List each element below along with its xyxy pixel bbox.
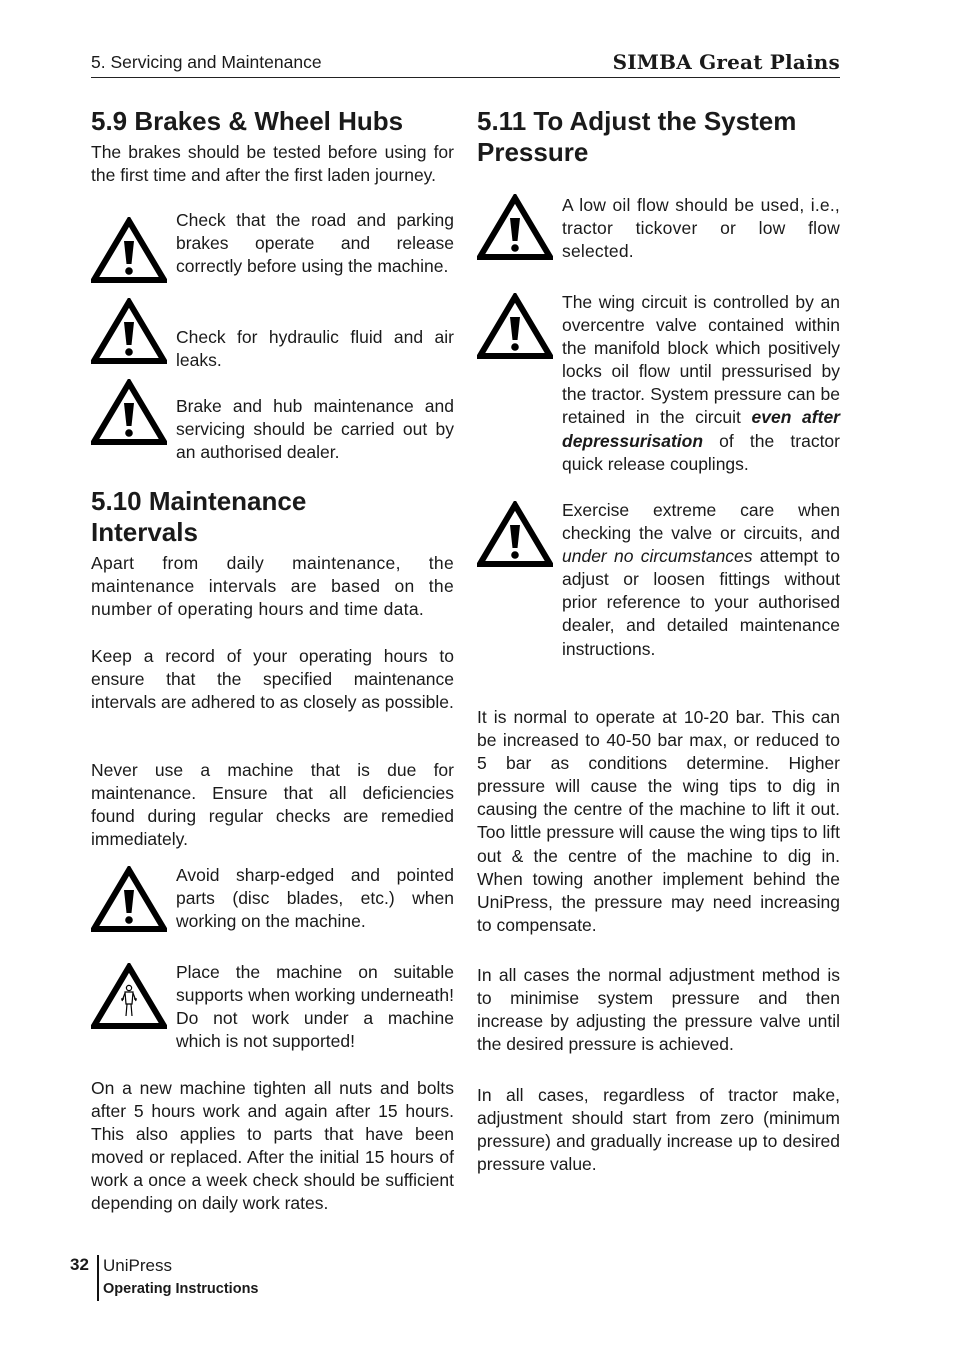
page-number: 32 bbox=[70, 1255, 89, 1274]
crush-hazard-icon bbox=[91, 963, 167, 1029]
warning-triangle-icon bbox=[91, 866, 167, 932]
footer-divider bbox=[97, 1255, 99, 1301]
section-5-10-para-2: Keep a record of your operating hours to ensure that the specified maintenance intervals are adhered to as closely as possible. bbox=[91, 646, 454, 713]
warning-text-part: The wing circuit is controlled by an overcentre valve contained within the manifold block which positively locks oil flow until pressurised by the tractor. System pressure can be retained in the circuit bbox=[562, 292, 840, 428]
warning-triangle-icon bbox=[477, 194, 553, 260]
warning-triangle-icon bbox=[91, 298, 167, 364]
warning-text bbox=[562, 499, 840, 661]
warning-text: Avoid sharp-edged and pointed parts (disc blades, etc.) when working on the machine. bbox=[176, 865, 454, 932]
warning-text-part: attempt to adjust or loosen fittings without prior reference to your authorised dealer, and detailed maintenance instructions. bbox=[562, 546, 840, 659]
warning-text: Check that the road and parking brakes operate and release correctly before using the machine. bbox=[176, 210, 454, 277]
section-5-11-para-3: In all cases, regardless of tractor make, adjustment should start from zero (minimum pressure) and gradually increase up to desired pressure value. bbox=[477, 1085, 840, 1175]
section-5-11-heading-line1: 5.11 To Adjust the System bbox=[477, 106, 797, 136]
warning-text: Place the machine on suitable supports when working underneath! Do not work under a machine which is not supported! bbox=[176, 962, 454, 1052]
section-5-11-para-2: In all cases the normal adjustment method is to minimise system pressure and then increase by adjusting the pressure valve until the desired pressure is achieved. bbox=[477, 965, 840, 1055]
header-rule bbox=[91, 77, 840, 78]
section-5-10-heading-line2: Intervals bbox=[91, 517, 198, 547]
warning-emphasis: under no circumstances bbox=[562, 546, 753, 567]
header-section-title: 5. Servicing and Maintenance bbox=[91, 52, 322, 72]
warning-text: Brake and hub maintenance and servicing should be carried out by an authorised dealer. bbox=[176, 396, 454, 463]
section-5-9-heading: 5.9 Brakes & Wheel Hubs bbox=[91, 106, 404, 136]
section-5-10-para-1: Apart from daily maintenance, the maintenance intervals are based on the number of operating hours and time data. bbox=[91, 553, 454, 620]
warning-text-part: Exercise extreme care when checking the valve or circuits, and bbox=[562, 500, 840, 544]
section-5-10-para-4: On a new machine tighten all nuts and bolts after 5 hours work and again after 15 hours. This also applies to parts that have been moved or replaced. After the initial 15 hours of work a once a week check should be sufficient depending on daily work rates. bbox=[91, 1078, 454, 1214]
warning-text: Check for hydraulic fluid and air leaks. bbox=[176, 327, 454, 371]
section-5-10-para-3: Never use a machine that is due for maintenance. Ensure that all deficiencies found during regular checks are remedied immediately. bbox=[91, 760, 454, 850]
section-5-11-para-1: It is normal to operate at 10-20 bar. This can be increased to 40-50 bar max, or reduced to 5 bar as conditions determine. Higher pressure will cause the wing tips to dig in causing the centre of the machine to lift it out. Too little pressure will cause the wing tips to lift out & the centre of the machine to dig in. When towing another implement behind the UniPress, the pressure may need increasing to compensate. bbox=[477, 707, 840, 935]
warning-emphasis: even after depressurisation bbox=[562, 407, 840, 451]
warning-text bbox=[562, 291, 840, 476]
footer-product-name: UniPress bbox=[103, 1256, 172, 1275]
footer-subtitle: Operating Instructions bbox=[103, 1281, 259, 1297]
warning-text: A low oil flow should be used, i.e., tractor tickover or low flow selected. bbox=[562, 195, 840, 262]
section-5-11-heading-line2: Pressure bbox=[477, 137, 589, 167]
brand-logo: SIMBA Great Plains bbox=[612, 50, 840, 74]
warning-triangle-icon bbox=[91, 379, 167, 445]
section-5-9-intro: The brakes should be tested before using for the first time and after the first laden journey. bbox=[91, 142, 454, 186]
warning-text-part: of the tractor quick release couplings. bbox=[562, 430, 840, 474]
warning-triangle-icon bbox=[91, 217, 167, 283]
warning-triangle-icon bbox=[477, 501, 553, 567]
warning-triangle-icon bbox=[477, 293, 553, 359]
section-5-10-heading-line1: 5.10 Maintenance bbox=[91, 486, 307, 516]
